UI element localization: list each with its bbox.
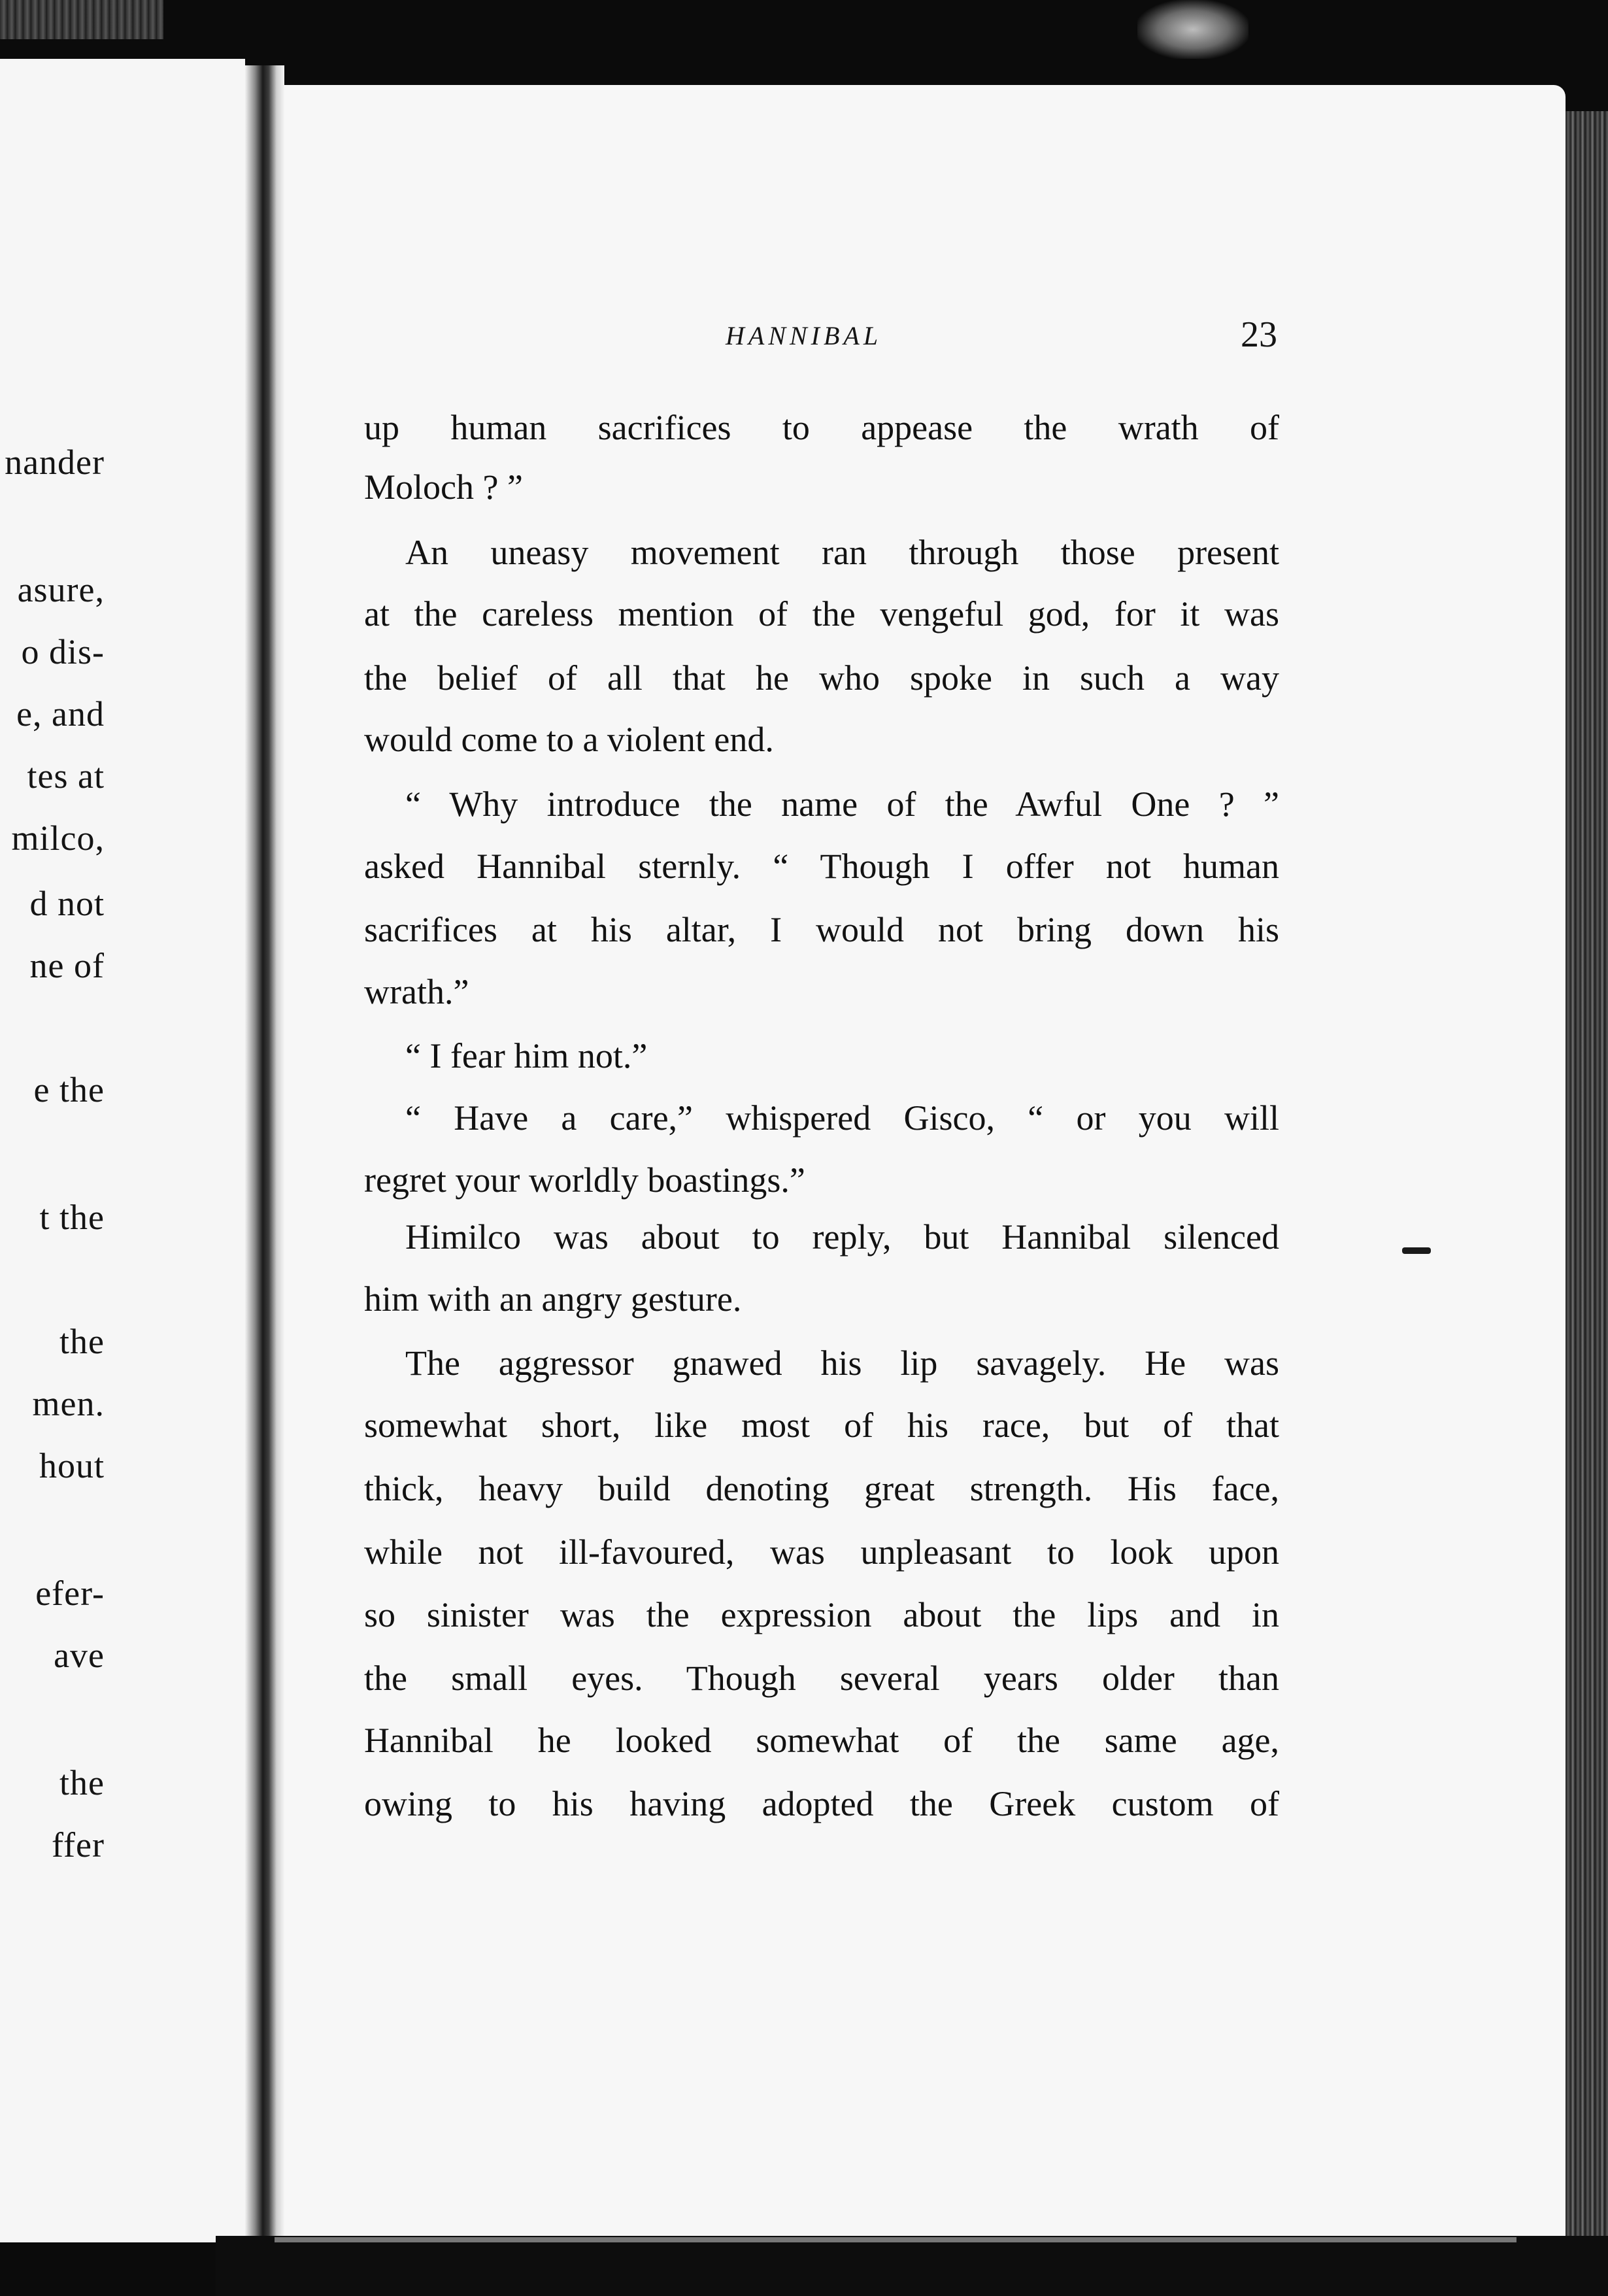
facing-page-fragment: e, and [16, 694, 105, 734]
facing-page-fragment: ne of [29, 946, 105, 985]
text-line: Moloch ? ” [364, 467, 523, 507]
book-gutter [245, 65, 284, 2255]
facing-page-fragment: efer- [35, 1574, 105, 1613]
text-line: at the careless mention of the vengeful god, for it was [364, 594, 1279, 633]
scan-border [0, 0, 163, 39]
text-line: The aggressor gnawed his lip savagely. He was [405, 1343, 1279, 1383]
text-line: Himilco was about to reply, but Hannibal silenced [405, 1217, 1279, 1257]
facing-page-fragment: men. [32, 1384, 105, 1423]
text-line: would come to a violent end. [364, 720, 774, 759]
text-line: wrath.” [364, 972, 469, 1011]
text-line: sacrifices at his altar, I would not bring down his [364, 910, 1279, 949]
facing-page-fragment: d not [29, 884, 105, 923]
facing-page-fragment: the [59, 1763, 105, 1802]
page-bottom-edge [275, 2237, 1516, 2242]
text-line: asked Hannibal sternly. “ Though I offer not human [364, 847, 1279, 886]
facing-page [0, 59, 245, 2242]
text-line: up human sacrifices to appease the wrath of [364, 408, 1279, 447]
facing-page-fragment: t the [39, 1198, 105, 1237]
text-line: An uneasy movement ran through those present [405, 533, 1279, 572]
text-line: Hannibal he looked somewhat of the same age, [364, 1721, 1279, 1760]
facing-page-fragment: ave [54, 1636, 105, 1675]
facing-page-fragment: e the [33, 1070, 105, 1109]
page-number: 23 [1241, 314, 1277, 355]
facing-page-fragment: tes at [27, 756, 105, 796]
text-line: so sinister was the expression about the lips and in [364, 1595, 1279, 1634]
text-line: somewhat short, like most of his race, but of that [364, 1406, 1279, 1445]
facing-page-fragment: the [59, 1322, 105, 1361]
text-line: regret your worldly boastings.” [364, 1160, 805, 1200]
running-head: HANNIBAL [726, 321, 882, 350]
text-line: him with an angry gesture. [364, 1279, 742, 1319]
text-line: the small eyes. Though several years older than [364, 1659, 1279, 1698]
text-line: thick, heavy build denoting great strength. His face, [364, 1469, 1279, 1508]
facing-page-fragment: hout [39, 1446, 105, 1485]
facing-page-fragment: milco, [11, 819, 105, 858]
margin-ink-mark [1402, 1247, 1431, 1254]
text-line: owing to his having adopted the Greek custom of [364, 1784, 1279, 1823]
text-line: “ I fear him not.” [405, 1036, 648, 1075]
torn-paper-mark [1137, 0, 1248, 59]
facing-page-fragment: o dis- [21, 632, 105, 671]
facing-page-fragment: asure, [17, 570, 105, 609]
facing-page-fragment: ffer [52, 1825, 105, 1865]
scan-bottom-border [216, 2236, 1608, 2296]
text-line: “ Have a care,” whispered Gisco, “ or you will [405, 1098, 1279, 1138]
facing-page-fragment: nander [5, 443, 105, 482]
text-line: while not ill-favoured, was unpleasant to look upon [364, 1532, 1279, 1572]
text-line: “ Why introduce the name of the Awful One ? ” [405, 785, 1279, 824]
page-stack-edge [1566, 111, 1608, 2282]
text-line: the belief of all that he who spoke in such a way [364, 658, 1279, 698]
